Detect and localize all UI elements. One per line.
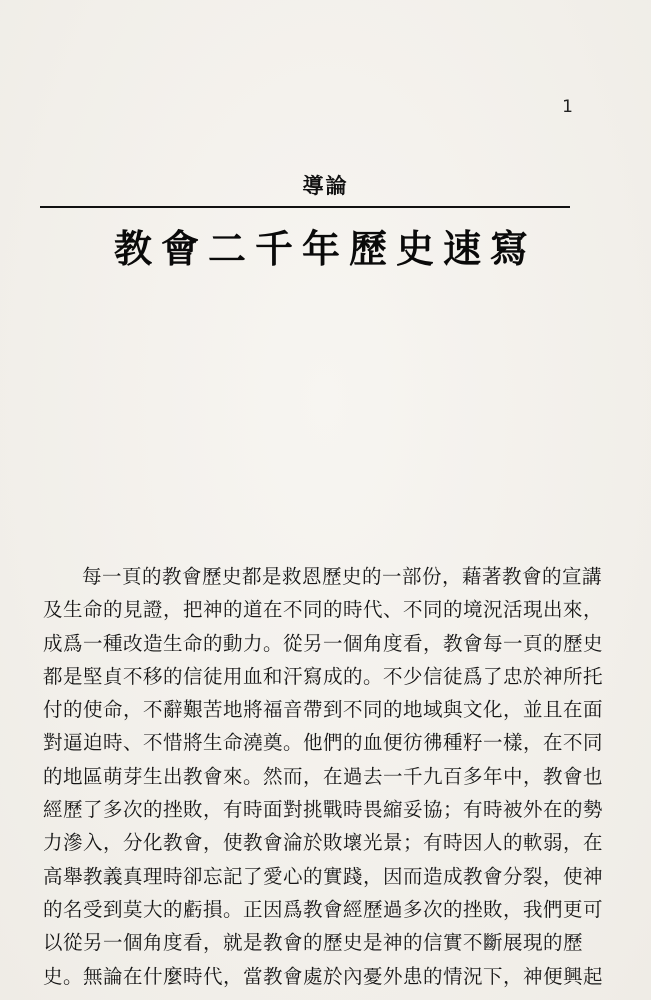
paragraph-line: 對逼迫時、不惜將生命澆奠。他們的血便彷彿種籽一樣，在不同 [43,731,604,755]
paragraph-line: 經歷了多次的挫敗，有時面對挑戰時畏縮妥協；有時被外在的勢 [43,798,604,822]
paragraph-line: 付的使命，不辭艱苦地將福音帶到不同的地域與文化，並且在面 [43,698,604,722]
paragraph-line: 都是堅貞不移的信徒用血和汗寫成的。不少信徒爲了忠於神所托 [43,664,604,688]
paragraph-line: 以從另一個角度看，就是教會的歷史是神的信實不斷展現的歷 [43,931,584,955]
page-number: 1 [562,97,573,117]
paragraph-line: 的名受到莫大的虧損。正因爲教會經歷過多次的挫敗，我們更可 [43,897,604,921]
paragraph-line: 的地區萌芽生出教會來。然而，在過去一千九百多年中，教會也 [43,764,604,788]
paragraph-line: 每一頁的教會歷史都是救恩歷史的一部份，藉著教會的宣講 [82,565,603,588]
paragraph-line: 高舉教義真理時卻忘記了愛心的實踐，因而造成教會分裂，使神 [43,864,604,888]
paragraph-line: 成爲一種改造生命的動力。從另一個角度看，教會每一頁的歷史 [43,631,604,655]
body-paragraph [43,560,604,993]
paragraph-line: 力滲入，分化教會，使教會淪於敗壞光景；有時因人的軟弱，在 [43,831,604,855]
chapter-title: 教會二千年歷史速寫 [113,226,537,271]
paragraph-line: 及生命的見證，把神的道在不同的時代、不同的境況活現出來， [43,598,604,622]
chapter-label: 導論 [302,174,349,198]
title-divider [40,206,570,208]
paragraph-line: 史。無論在什麼時代，當教會處於內憂外患的情況下，神便興起 [43,964,604,988]
